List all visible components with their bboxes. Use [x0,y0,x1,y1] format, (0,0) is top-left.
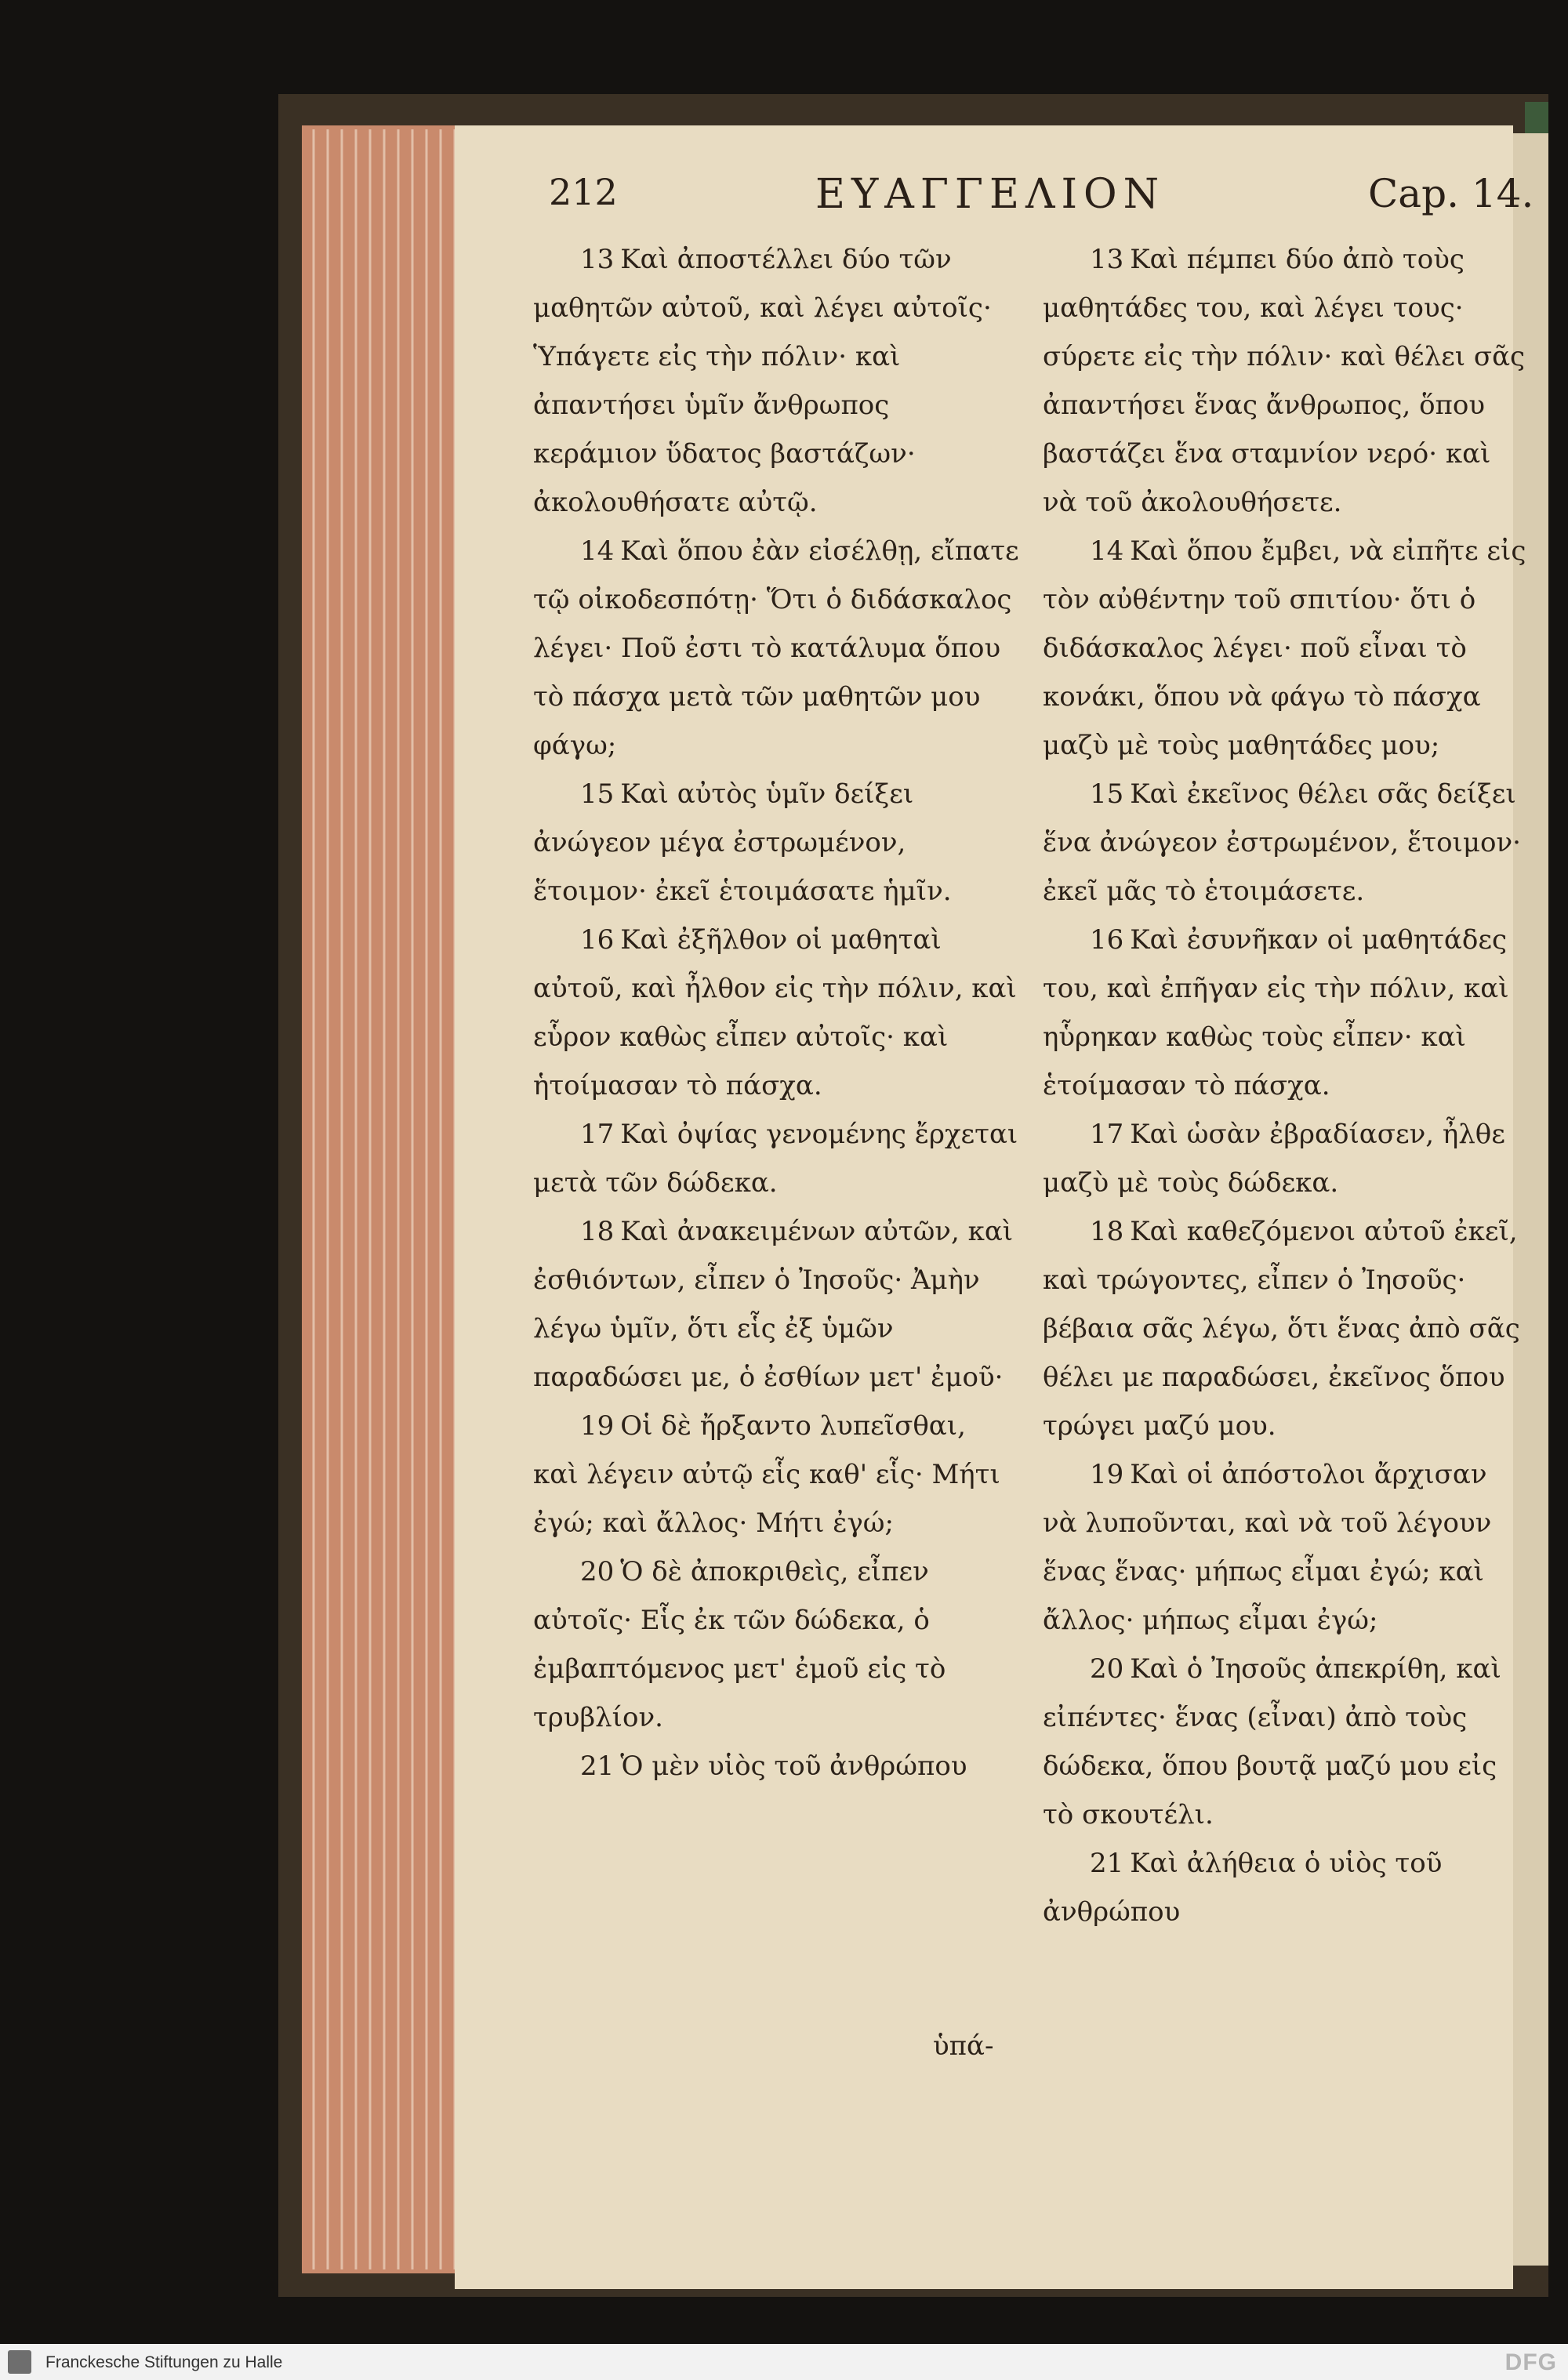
verse [533,1207,1019,1402]
left-catchword: ὑπά- [933,2030,994,2062]
verse-text: Καὶ ἀποστέλλει δύο τῶν μαθητῶν αὐτοῦ, καὶ λέγει αὐτοῖς· Ὑπάγετε εἰς τὴν πόλιν· καὶ ἀπαντήσει ὑμῖν ἄνθρωπος κεράμιον ὕδατος βαστάζων· ἀκολουθήσατε αὐτῷ. [533,244,992,518]
verse-text: Καὶ ἐκεῖνος θέλει σᾶς δείξει ἕνα ἀνώγεον ἐστρωμένον, ἕτοιμον· ἐκεῖ μᾶς τὸ ἑτοιμάσετε. [1043,778,1521,907]
page-running-title: ΕΥΑΓΓΕΛΙΟΝ [815,171,1166,218]
verse [1043,1450,1529,1645]
verse [533,1402,1019,1547]
verse [533,1110,1019,1207]
verse-text: Καὶ καθεζόμενοι αὐτοῦ ἐκεῖ, καὶ τρώγοντες, εἶπεν ὁ Ἰησοῦς· βέβαια σᾶς λέγω, ὅτι ἕνας ἀπὸ σᾶς θέλει με παραδώσει, ἐκεῖνος ὅπου τρώγει μαζύ μου. [1043,1216,1520,1442]
verse-number: 20 [1090,1653,1124,1685]
verse-text: Καὶ ὡσὰν ἐβραδίασεν, ἦλθε μαζὺ μὲ τοὺς δώδεκα. [1043,1119,1505,1199]
verse [1043,1207,1529,1450]
verse-text: Ὁ δὲ ἀποκριθεὶς, εἶπεν αὐτοῖς· Εἷς ἐκ τῶν δώδεκα, ὁ ἐμβαπτόμενος μετ' ἐμοῦ εἰς τὸ τρυβλίον. [533,1556,946,1733]
verse [533,235,1019,527]
verse-number: 13 [580,244,615,275]
verse-number: 15 [1090,778,1124,810]
verse [533,916,1019,1110]
verse [1043,1839,1529,1936]
verse-number: 16 [580,924,615,956]
verse-number: 18 [580,1216,615,1247]
verse [1043,770,1529,916]
verse-number: 17 [1090,1119,1124,1150]
dfg-logo: DFG [1504,2349,1557,2375]
verse [1043,235,1529,527]
verse-text: Οἱ δὲ ἤρξαντο λυπεῖσθαι, καὶ λέγειν αὐτῷ εἷς καθ' εἷς· Μήτι ἐγώ; καὶ ἄλλος· Μήτι ἐγώ; [533,1410,1000,1539]
verse-number: 15 [580,778,615,810]
verse-number: 14 [580,535,615,567]
verse-number: 14 [1090,535,1124,567]
verse-number: 17 [580,1119,615,1150]
verse [1043,527,1529,770]
verse [533,1547,1019,1742]
page-number: 212 [549,171,618,213]
verse-number: 19 [580,1410,615,1442]
viewer-footer-bar [0,2344,1568,2380]
verse [533,1742,1019,1790]
verse [1043,1110,1529,1207]
chapter-heading: Cap. 14. [1368,171,1534,216]
verse-number: 21 [1090,1848,1124,1879]
verse [533,527,1019,770]
verse [1043,1645,1529,1839]
verse-text: Καὶ αὐτὸς ὑμῖν δείξει ἀνώγεον μέγα ἐστρωμένον, ἕτοιμον· ἐκεῖ ἑτοιμάσατε ἡμῖν. [533,778,952,907]
verse-number: 20 [580,1556,615,1587]
verse-text: Καὶ ὁ Ἰησοῦς ἀπεκρίθη, καὶ εἰπέντες· ἕνας (εἶναι) ἀπὸ τοὺς δώδεκα, ὅπου βουτᾷ μαζύ μου εἰς τὸ σκουτέλι. [1043,1653,1501,1830]
verse-text: Καὶ ἐσυνῆκαν οἱ μαθητάδες του, καὶ ἐπῆγαν εἰς τὴν πόλιν, καὶ ηὗρηκαν καθὼς τοὺς εἶπεν· καὶ ἑτοίμασαν τὸ πάσχα. [1043,924,1509,1101]
right-column-modern-greek [1043,235,1529,1936]
verse-number: 19 [1090,1459,1124,1490]
verse [533,770,1019,916]
verse-number: 13 [1090,244,1124,275]
verse-text: Καὶ ὅπου ἐὰν εἰσέλθῃ, εἴπατε τῷ οἰκοδεσπότῃ· Ὅτι ὁ διδάσκαλος λέγει· Ποῦ ἐστι τὸ κατάλυμα ὅπου τὸ πάσχα μετὰ τῶν μαθητῶν μου φάγω; [533,535,1019,761]
verse-text: Καὶ ἐξῆλθον οἱ μαθηταὶ αὐτοῦ, καὶ ἦλθον εἰς τὴν πόλιν, καὶ εὗρον καθὼς εἶπεν αὐτοῖς· καὶ ἡτοίμασαν τὸ πάσχα. [533,924,1017,1101]
institution-name: Franckesche Stiftungen zu Halle [45,2353,283,2371]
verse-text: Καὶ ἀνακειμένων αὐτῶν, καὶ ἐσθιόντων, εἶπεν ὁ Ἰησοῦς· Ἀμὴν λέγω ὑμῖν, ὅτι εἷς ἐξ ὑμῶν παραδώσει με, ὁ ἐσθίων μετ' ἐμοῦ· [533,1216,1014,1393]
verse-text: Καὶ ἀλήθεια ὁ υἱὸς τοῦ ἀνθρώπου [1043,1848,1443,1928]
left-column-ancient-greek [533,235,1019,1790]
verse-text: Καὶ ὅπου ἔμβει, νὰ εἰπῆτε εἰς τὸν αὐθέντην τοῦ σπιτίου· ὅτι ὁ διδάσκαλος λέγει· ποῦ εἶναι τὸ κονάκι, ὅπου νὰ φάγω τὸ πάσχα μαζὺ μὲ τοὺς μαθητάδες μου; [1043,535,1526,761]
verse-number: 16 [1090,924,1124,956]
verse-text: Ὁ μὲν υἱὸς τοῦ ἀνθρώπου [620,1751,967,1782]
verse-text: Καὶ ὀψίας γενομένης ἔρχεται μετὰ τῶν δώδεκα. [533,1119,1018,1199]
verse [1043,916,1529,1110]
verse-number: 21 [580,1751,615,1782]
verse-text: Καὶ πέμπει δύο ἀπὸ τοὺς μαθητάδες του, καὶ λέγει τους· σύρετε εἰς τὴν πόλιν· καὶ θέλει σᾶς ἀπαντήσει ἕνας ἄνθρωπος, ὅπου βαστάζει ἕνα σταμνίον νερό· καὶ νὰ τοῦ ἀκολουθήσετε. [1043,244,1526,518]
verse-text: Καὶ οἱ ἀπόστολοι ἄρχισαν νὰ λυποῦνται, καὶ νὰ τοῦ λέγουν ἕνας ἕνας· μήπως εἶμαι ἐγώ; καὶ ἄλλος· μήπως εἶμαι ἐγώ; [1043,1459,1492,1636]
verse-number: 18 [1090,1216,1124,1247]
institution-logo-icon [8,2350,31,2374]
